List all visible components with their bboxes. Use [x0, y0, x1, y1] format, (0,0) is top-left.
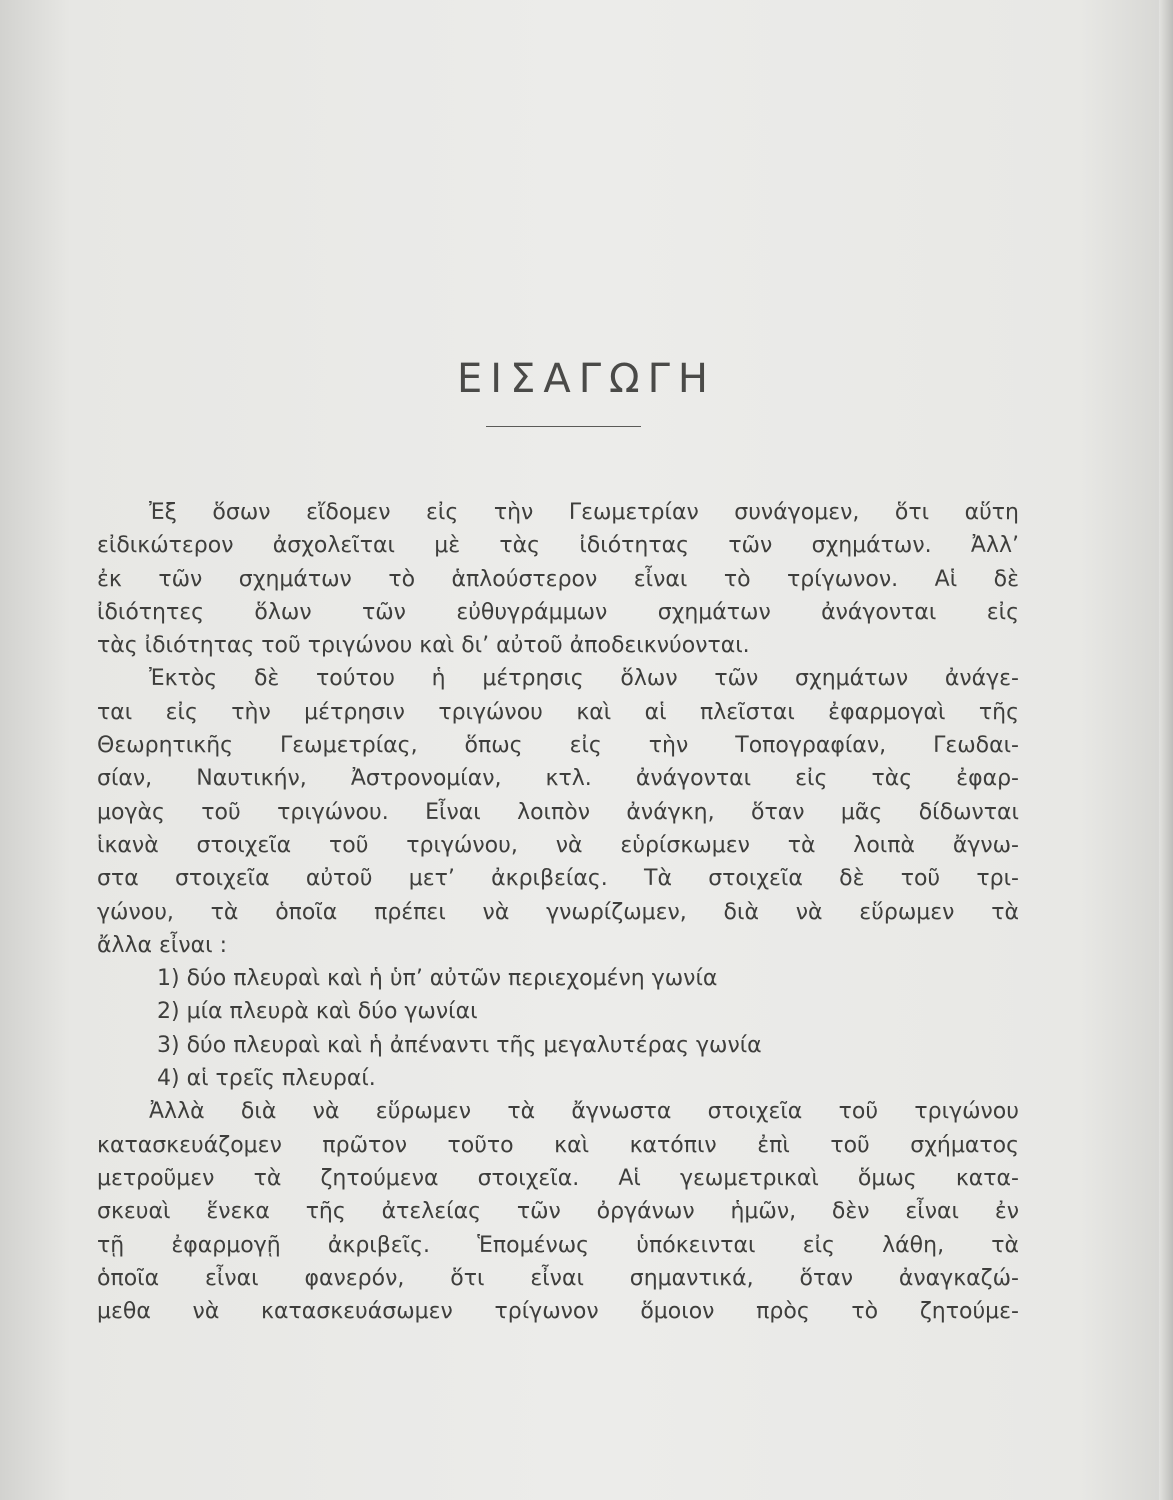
text-line: μετροῦμεν τὰ ζητούμενα στοιχεῖα. Αἱ γεωμετρικαὶ ὅμως κατα-: [97, 1165, 1019, 1191]
text-line: σίαν, Ναυτικήν, Ἀστρονομίαν, κτλ. ἀνάγονται εἰς τὰς ἐφαρ-: [97, 766, 1019, 792]
text-line: Ἐκτὸς δὲ τούτου ἡ μέτρησις ὅλων τῶν σχημάτων ἀνάγε-: [149, 666, 1019, 692]
text-line: εἰδικώτερον ἀσχολεῖται μὲ τὰς ἰδιότητας τῶν σχημάτων. Ἀλλ’: [97, 533, 1019, 559]
list-item: 4) αἱ τρεῖς πλευραί.: [157, 1066, 376, 1092]
text-line: τῇ ἐφαρμογῇ ἀκριβεῖς. Ἑπομένως ὑπόκεινται εἰς λάθη, τὰ: [97, 1232, 1019, 1258]
text-line: μεθα νὰ κατασκευάσωμεν τρίγωνον ὅμοιον πρὸς τὸ ζητούμε-: [97, 1299, 1019, 1325]
text-line: Ἐξ ὅσων εἴδομεν εἰς τὴν Γεωμετρίαν συνάγομεν, ὅτι αὕτη: [149, 500, 1019, 525]
text-line: ται εἰς τὴν μέτρησιν τριγώνου καὶ αἱ πλεῖσται ἐφαρμογαὶ τῆς: [97, 699, 1019, 725]
text-line: τὰς ἰδιότητας τοῦ τριγώνου καὶ δι’ αὐτοῦ ἀποδεικνύονται.: [97, 633, 750, 659]
body-text: [97, 496, 1019, 1328]
page-edge-shadow: [1159, 0, 1173, 1500]
text-line: ἰδιότητες ὅλων τῶν εὐθυγράμμων σχημάτων ἀνάγονται εἰς: [97, 599, 1019, 625]
text-line: Ἀλλὰ διὰ νὰ εὕρωμεν τὰ ἄγνωστα στοιχεῖα τοῦ τριγώνου: [149, 1099, 1019, 1125]
list-item: 1) δύο πλευραὶ καὶ ἡ ὑπ’ αὐτῶν περιεχομένη γωνία: [157, 966, 718, 992]
text-line: ὁποῖα εἶναι φανερόν, ὅτι εἶναι σημαντικά, ὅταν ἀναγκαζώ-: [97, 1265, 1019, 1291]
page-title: ΕΙΣΑΓΩΓΗ: [457, 356, 716, 402]
text-line: μογὰς τοῦ τριγώνου. Εἶναι λοιπὸν ἀνάγκη, ὅταν μᾶς δίδωνται: [97, 799, 1019, 825]
list-item: 2) μία πλευρὰ καὶ δύο γωνίαι: [157, 999, 478, 1025]
text-line: ἐκ τῶν σχημάτων τὸ ἁπλούστερον εἶναι τὸ τρίγωνον. Αἱ δὲ: [97, 566, 1019, 592]
text-line: κατασκευάζομεν πρῶτον τοῦτο καὶ κατόπιν ἐπὶ τοῦ σχήματος: [97, 1132, 1019, 1158]
text-line: ἄλλα εἶναι :: [97, 932, 228, 958]
text-line: γώνου, τὰ ὁποῖα πρέπει νὰ γνωρίζωμεν, διὰ νὰ εὕρωμεν τὰ: [97, 899, 1019, 925]
text-line: σκευαὶ ἕνεκα τῆς ἀτελείας τῶν ὀργάνων ἡμῶν, δὲν εἶναι ἐν: [97, 1199, 1019, 1225]
text-line: Θεωρητικῆς Γεωμετρίας, ὅπως εἰς τὴν Τοπογραφίαν, Γεωδαι-: [97, 733, 1019, 759]
list-item: 3) δύο πλευραὶ καὶ ἡ ἀπέναντι τῆς μεγαλυτέρας γωνία: [157, 1032, 762, 1058]
text-line: στα στοιχεῖα αὐτοῦ μετ’ ἀκριβείας. Τὰ στοιχεῖα δὲ τοῦ τρι-: [97, 866, 1019, 892]
title-divider: [486, 426, 641, 427]
text-line: ἱκανὰ στοιχεῖα τοῦ τριγώνου, νὰ εὑρίσκωμεν τὰ λοιπὰ ἄγνω-: [97, 832, 1019, 858]
